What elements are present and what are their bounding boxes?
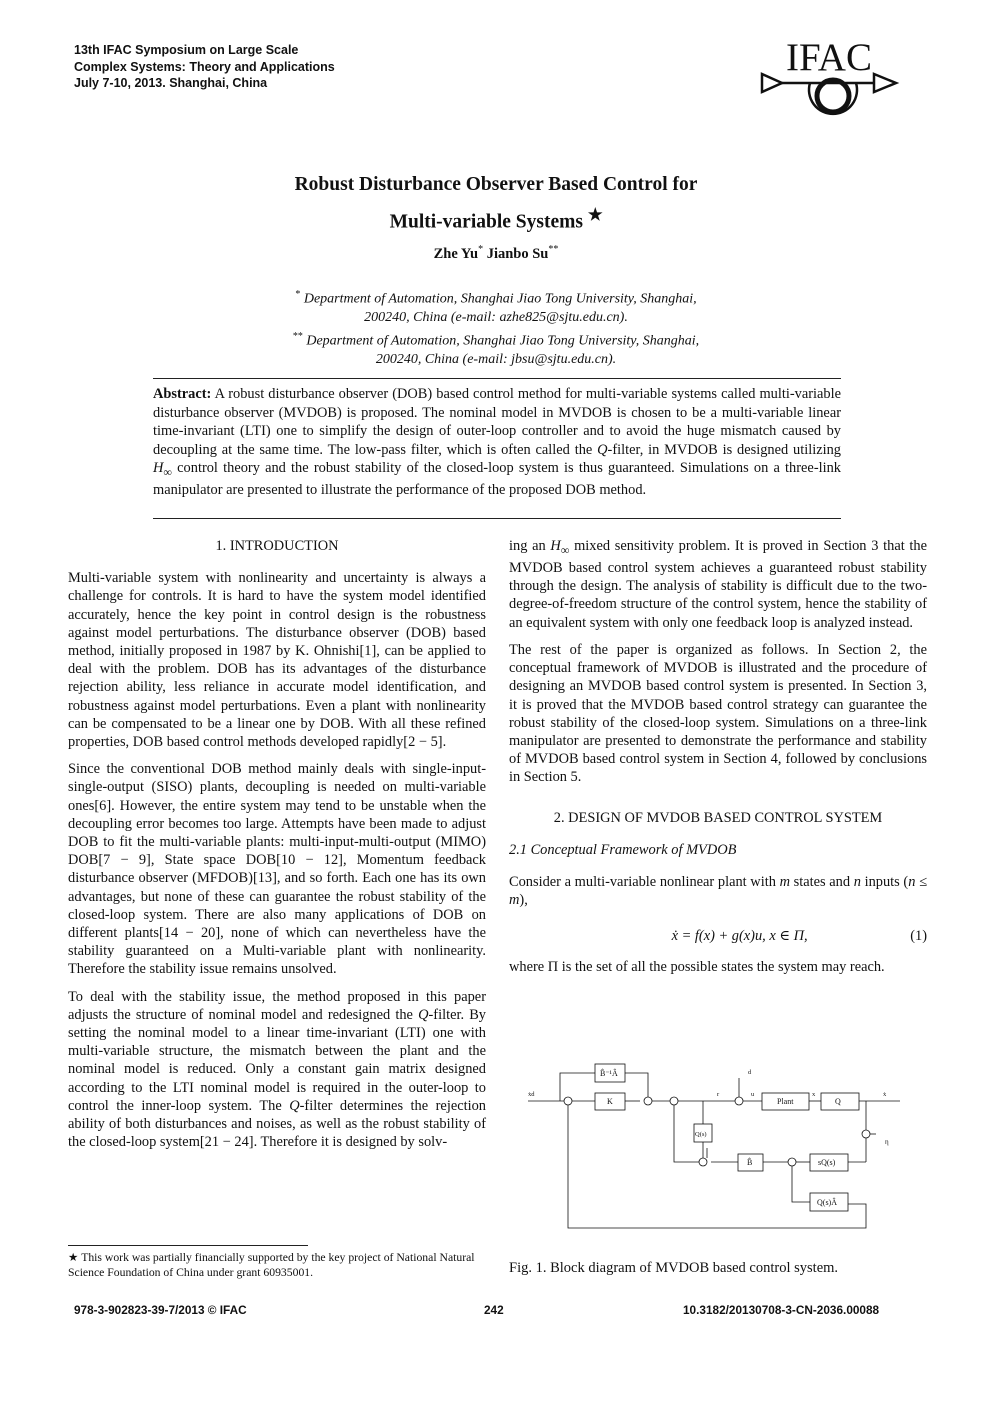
authors <box>150 244 842 263</box>
right-column <box>509 537 927 985</box>
intro-paragraph-2: Since the conventional DOB method mainly deals with single-input-single-output (SISO) plants, decoupling is needed on multi-variable ones[6]. However, the entire system may tend to be unstable when the decoupling error becomes too large. Attempts have been made to adjust DOB to fit the multi-variable plants: multi-input-multi-output (MIMO) DOB[7 − 9], State space DOB[10 − 12], Momentum feedback disturbance observer (MFDOB)[13], and so forth. Each one has its own advantages, but none of these can guarantee the robust stability of the closed-loop system. There are also many applications of DOB on different plants[14 − 20], none of which can nevertheless have the stability guaranteed on a Multi-variable plant with nonlinearity. Therefore the stability issue remains unsolved. <box>68 761 486 978</box>
abstract-text-3: control theory and the robust stability of the closed-loop system is thus guaranteed. Simulations on a three-link manipulator are presented to illustrate the performance of the proposed DOB method. <box>153 460 841 499</box>
title-line-2 <box>150 200 842 238</box>
abstract-h: H <box>153 460 164 476</box>
title-line-1: Robust Disturbance Observer Based Control for <box>294 174 698 195</box>
conference-line-1: 13th IFAC Symposium on Large Scale <box>74 43 299 57</box>
label-xd: ẋd <box>528 1091 535 1098</box>
label-eta: η <box>885 1138 889 1146</box>
affiliation-2-line-2: 200240, China (e-mail: jbsu@sjtu.edu.cn). <box>375 351 617 367</box>
p3-text-a: To deal with the stability issue, the method proposed in this paper adjusts the structure of nominal model and redesigned the <box>68 988 486 1023</box>
intro-paragraph-1: Multi-variable system with nonlinearity and uncertainty is always a challenge for controls. It is hard to have the system model identified accurately, hence the key point in control design is the robustness against model perturbations. The disturbance observer (DOB) based method, initially proposed in 1987 by K. Ohnishi[1], can be applied to deal with the problem. DOB has its advantages of the disturbance rejection ability, less reliance in accurate model identification, and robustness against model perturbations. Even a plant with nonlinearity can be compensated to be a linear one by DOB. With all these refined properties, DOB based control methods developed rapidly[2 − 5]. <box>68 570 486 751</box>
label-x: x <box>812 1091 816 1098</box>
footnote-text: This work was partially financially supported by the key project of National Natural Science Foundation of China under grant 60935001. <box>68 1251 475 1279</box>
design-paragraph-1 <box>509 873 927 909</box>
label-block-sqs: sQ(s) <box>818 1158 836 1167</box>
footer-page-number: 242 <box>484 1303 504 1317</box>
intro-paragraph-4 <box>509 537 927 632</box>
design-paragraph-2: where Π is the set of all the possible states the system may reach. <box>509 958 885 975</box>
section-2-heading: 2. DESIGN OF MVDOB BASED CONTROL SYSTEM <box>553 809 883 826</box>
dp1-text-d: ), <box>519 892 528 909</box>
diagram-blocks <box>595 1064 859 1211</box>
author-1: Zhe Yu <box>433 245 479 262</box>
dp1-text-a: Consider a multi-variable nonlinear plant with <box>509 873 780 890</box>
dp1-n: n <box>853 873 861 890</box>
affiliation-1-text: Department of Automation, Shanghai Jiao Tong University, Shanghai, <box>303 291 697 307</box>
ifac-logo-text: IFAC <box>786 36 872 79</box>
dp1-text-c: inputs ( <box>860 873 909 890</box>
title-star-mark: ★ <box>587 206 603 224</box>
abstract-inf: ∞ <box>163 464 172 479</box>
p3-q-1: Q <box>418 1006 429 1023</box>
label-d: d <box>748 1069 752 1076</box>
intro-paragraph-5: The rest of the paper is organized as follows. In Section 2, the conceptual framework of MVDOB is illustrated and the procedure of designing an MVDOB based control system is presented. In Section 3, it is proved that the MVDOB based control strategy can guarantee the robust stability of the closed-loop system. Simulations on a three-link manipulator are presented to demonstrate the performance and stability of MVDOB based control system in Section 4, followed by conclusions in Section 5. <box>509 641 927 786</box>
author-1-mark: * <box>478 244 484 255</box>
affiliation-1-line-1 <box>200 286 792 309</box>
ifac-logo-ring <box>817 80 849 112</box>
footnote <box>68 1250 488 1280</box>
diagram-summing-junctions <box>564 1097 870 1166</box>
p3-text-c: -filter determines the rejection ability of both disturbances and noises, as well as the robust stability of the closed-loop system[21 − 24]. Therefore it is designed by solv- <box>68 1097 486 1151</box>
affiliation-2-line-1 <box>200 328 792 351</box>
abstract-text-1: A robust disturbance observer (DOB) based control method for multi-variable systems called multi-variable disturbance observer (MVDOB) is proposed. The nominal model in MVDOB is chosen to be a multi-variable linear time-invariant (LTI) one to simplify the design of outer-loop controller and to avoid the huge mismatch caused by decoupling at the same time. The low-pass filter, which is often called the <box>153 386 841 458</box>
section-1-heading: 1. INTRODUCTION <box>215 538 339 554</box>
label-block-q1: Q <box>835 1097 841 1106</box>
abstract-bottom-rule <box>153 518 841 519</box>
left-column <box>68 537 486 1161</box>
ifac-logo-arrow-left <box>762 74 782 92</box>
author-2: Jianbo Su <box>486 245 549 262</box>
subsection-2-1-heading: 2.1 Conceptual Framework of MVDOB <box>509 841 737 858</box>
footnote-rule <box>68 1245 308 1246</box>
diagram-labels <box>528 1067 889 1207</box>
author-2-mark: ** <box>548 244 559 255</box>
abstract-top-rule <box>153 378 841 379</box>
abstract-label: Abstract: <box>153 386 212 402</box>
block-diagram <box>520 1058 920 1234</box>
diagram-wires <box>528 1073 900 1228</box>
ifac-logo-arrow-right <box>874 74 896 92</box>
footer-isbn: 978-3-902823-39-7/2013 © IFAC <box>74 1303 247 1317</box>
abstract-q: Q <box>597 441 608 458</box>
footnote-star-mark: ★ <box>68 1251 79 1264</box>
dp1-m: m <box>779 873 790 890</box>
label-block-qs: Q(s) <box>695 1131 707 1138</box>
abstract <box>153 385 841 500</box>
title-line-2-text: Multi-variable Systems <box>389 211 583 233</box>
label-block-bhat-ahat: B̂⁻¹Â <box>600 1069 618 1078</box>
p3-q-2: Q <box>289 1097 300 1114</box>
ifac-logo <box>758 34 908 132</box>
rp1-h: H <box>550 538 561 554</box>
conference-line-2: Complex Systems: Theory and Applications <box>74 59 335 74</box>
equation-1-number: (1) <box>910 928 927 945</box>
affiliation-2-text: Department of Automation, Shanghai Jiao Tong University, Shanghai, <box>306 333 700 349</box>
dp1-cond: n ≤ m <box>509 873 927 909</box>
label-r: r <box>717 1091 720 1098</box>
label-block-bhat: B̂ <box>747 1158 753 1167</box>
affiliation-2-mark: ** <box>292 330 303 342</box>
paper-title <box>150 170 842 238</box>
affiliation-1-mark: * <box>295 289 301 300</box>
affiliation-1-line-2: 200240, China (e-mail: azhe825@sjtu.edu.cn). <box>364 310 628 326</box>
footer-doi: 10.3182/20130708-3-CN-2036.00088 <box>683 1303 880 1317</box>
label-block-plant: Plant <box>777 1097 794 1106</box>
abstract-text-2: -filter, in MVDOB is designed utilizing <box>607 441 842 458</box>
equation-1-body: ẋ = f(x) + g(x)u, x ∈ Π, <box>671 928 808 945</box>
figure-1-caption: Fig. 1. Block diagram of MVDOB based control system. <box>509 1260 839 1276</box>
label-xdot: ẋ <box>883 1091 887 1098</box>
equation-1 <box>509 927 927 945</box>
rp1-text-a: ing an <box>509 538 551 554</box>
rp1-text-b: mixed sensitivity problem. It is proved in Section 3 that the MVDOB based control system achieves a guaranteed robust stability through the design. The analysis of stability is difficult due to the two-degree-of-freedom structure of the control system, hence the stability of an equivalent system with only one feedback loop is analyzed instead. <box>509 538 927 631</box>
affiliations <box>200 286 792 369</box>
rp1-inf: ∞ <box>560 542 570 557</box>
conference-info <box>74 42 335 92</box>
label-u: u <box>751 1091 755 1098</box>
intro-paragraph-3 <box>68 988 486 1152</box>
dp1-text-b: states and <box>789 873 854 890</box>
label-block-k: K <box>607 1097 613 1106</box>
p3-text-b: -filter. By setting the nominal model to a linear time-invariant (LTI) one with multi-variable structure, the mismatch between the plant and the nominal model is reduced. Only a constant gain matrix designed according to the LTI nominal model is required in the outer-loop to control the inner-loop system. The <box>68 1006 487 1114</box>
label-block-qs-ahat: Q(s)Â <box>817 1198 837 1207</box>
conference-line-3: July 7-10, 2013. Shanghai, China <box>74 76 268 90</box>
